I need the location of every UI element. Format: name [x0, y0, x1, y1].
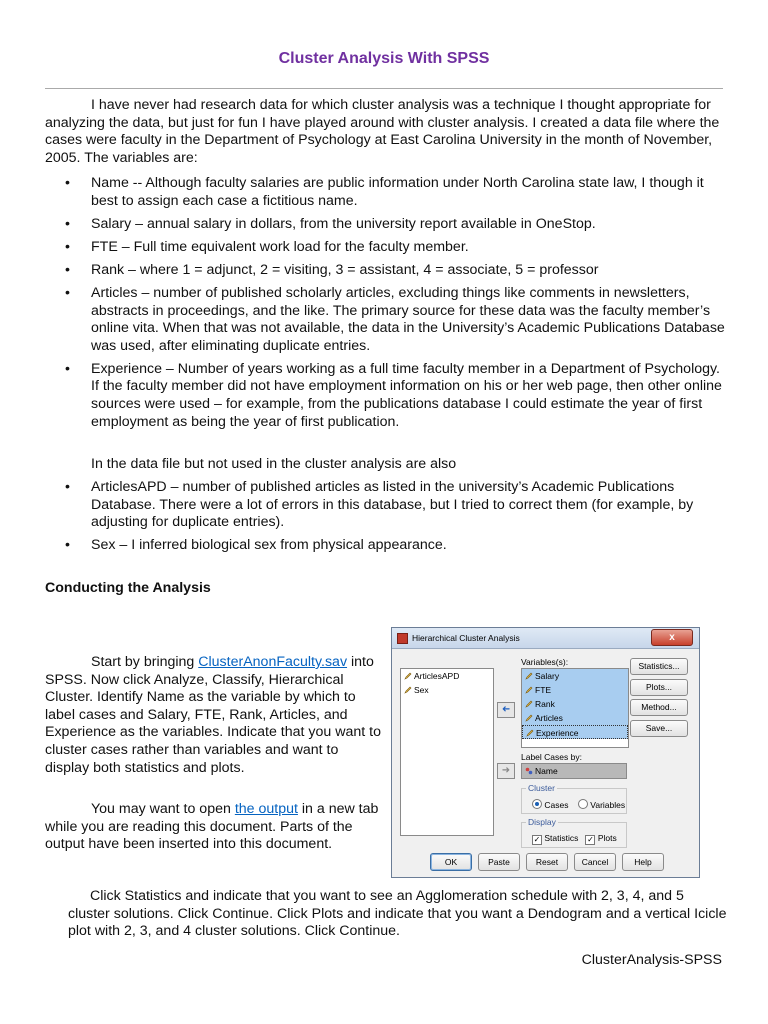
label-cases-field[interactable]: Name — [521, 763, 627, 779]
save-button[interactable]: Save... — [630, 720, 688, 737]
list-item: • Experience – Number of years working as a full time faculty member in a Department of Psychology. If the faculty member did not have employment information on his or her web page, then other online sources were used – for example, from the publications database I could estimate the year of first employment as being the year of first publication. — [45, 361, 725, 431]
statistics-checkbox[interactable]: ✓ — [533, 835, 541, 844]
dialog-title: Hierarchical Cluster Analysis — [412, 633, 520, 643]
scale-variable-icon — [525, 700, 533, 708]
method-button[interactable]: Method... — [630, 699, 688, 716]
display-group-label: Display — [528, 817, 556, 827]
cancel-button[interactable]: Cancel — [574, 853, 616, 871]
scale-variable-icon — [404, 672, 412, 680]
list-item[interactable]: ArticlesAPD — [401, 669, 493, 683]
plots-button[interactable]: Plots... — [630, 679, 688, 696]
selected-variables-list[interactable] — [521, 668, 629, 748]
page-title: Cluster Analysis With SPSS — [278, 50, 490, 67]
list-item[interactable]: FTE — [522, 683, 628, 697]
title-rule — [45, 88, 723, 89]
statistics-plots-paragraph: Click Statistics and indicate that you want to see an Agglomeration schedule with 2, 3, 4, and 5 cluster solutions. Click Continue. Click Plots and indicate that you want a Dendogram and a vertical Icicle plot with 2, 3, and 4 cluster solutions. Click Continue. — [68, 888, 727, 940]
variables-radio[interactable] — [578, 799, 588, 809]
move-variables-arrow-button[interactable]: ➜ — [497, 702, 515, 718]
spss-app-icon — [397, 633, 408, 644]
ok-button[interactable]: OK — [430, 853, 472, 871]
display-group: Display ✓ Statistics ✓ Plots — [521, 822, 627, 848]
scale-variable-icon — [525, 714, 533, 722]
nominal-variable-icon — [525, 767, 533, 775]
page-footer: ClusterAnalysis-SPSS — [581, 952, 722, 968]
paste-button[interactable]: Paste — [478, 853, 520, 871]
scale-variable-icon — [404, 686, 412, 694]
list-item[interactable]: Articles — [522, 711, 628, 725]
list-item: • Name -- Although faculty salaries are public information under North Carolina state law, I though it best to assign each case a fictitious name. — [45, 175, 725, 210]
variables-list — [45, 175, 725, 437]
list-item: • Sex – I inferred biological sex from physical appearance. — [45, 537, 725, 555]
intro-paragraph: I have never had research data for which cluster analysis was a technique I thought appropriate for analyzing the data, but just for fun I have played around with cluster analysis. I created a data file where the cases were faculty in the Department of Psychology at East Carolina University in the month of November, 2005. The variables are: — [45, 97, 720, 166]
label-cases-label: Label Cases by: — [521, 752, 582, 762]
scale-variable-icon — [526, 729, 534, 737]
list-item: • Rank – where 1 = adjunct, 2 = visiting, 3 = assistant, 4 = associate, 5 = professor — [45, 262, 725, 280]
list-item: • Salary – annual salary in dollars, from the university report available in OneStop. — [45, 216, 725, 234]
cluster-group: Cluster Cases Variables — [521, 788, 627, 814]
list-item: • Articles – number of published scholarly articles, excluding things like comments in newsletters, abstracts in proceedings, and the like. The primary source for these data was the faculty member’s online vita. When that was not available, the data in the University’s Academic Publications Database was used, after eliminating duplicate entries. — [45, 285, 725, 355]
hierarchical-cluster-dialog — [391, 627, 700, 878]
start-paragraph: Start by bringing ClusterAnonFaculty.sav into SPSS. Now click Analyze, Classify, Hierarchical Cluster. Identify Name as the variable by which to label cases and Salary, FTE, Rank, Articles, and Experience as the variables. Indicate that you want to cluster cases rather than variables and want to display both statistics and plots. — [45, 654, 381, 776]
output-link[interactable]: the output — [234, 801, 298, 817]
section-heading: Conducting the Analysis — [45, 580, 211, 596]
scale-variable-icon — [525, 672, 533, 680]
dialog-titlebar — [392, 628, 699, 649]
cluster-group-label: Cluster — [528, 783, 555, 793]
reset-button[interactable]: Reset — [526, 853, 568, 871]
data-file-link[interactable]: ClusterAnonFaculty.sav — [198, 654, 348, 670]
plots-checkbox[interactable]: ✓ — [587, 835, 594, 844]
list-item[interactable]: Salary — [522, 669, 628, 683]
statistics-button[interactable]: Statistics... — [630, 658, 688, 675]
unused-list — [45, 479, 725, 560]
list-item[interactable]: Rank — [522, 697, 628, 711]
list-item: • FTE – Full time equivalent work load for the faculty member. — [45, 239, 725, 257]
output-paragraph: You may want to open the output in a new tab while you are reading this document. Parts of the output have been inserted into this document. — [45, 801, 379, 853]
cases-radio[interactable] — [532, 799, 542, 809]
source-variable-list[interactable] — [400, 668, 494, 836]
move-label-arrow-button[interactable]: ➜ — [497, 763, 515, 779]
list-item: • ArticlesAPD – number of published articles as listed in the university’s Academic Publications Database. There were a lot of errors in this database, but I tried to correct them (for example, by adjusting for duplicate entries). — [45, 479, 725, 532]
unused-intro: In the data file but not used in the cluster analysis are also — [91, 456, 457, 472]
variables-label: Variables(s): — [521, 657, 569, 667]
help-button[interactable]: Help — [622, 853, 664, 871]
scale-variable-icon — [525, 686, 533, 694]
list-item[interactable]: Sex — [401, 683, 493, 697]
list-item[interactable]: Experience — [522, 725, 628, 739]
close-button[interactable]: x — [651, 629, 693, 646]
